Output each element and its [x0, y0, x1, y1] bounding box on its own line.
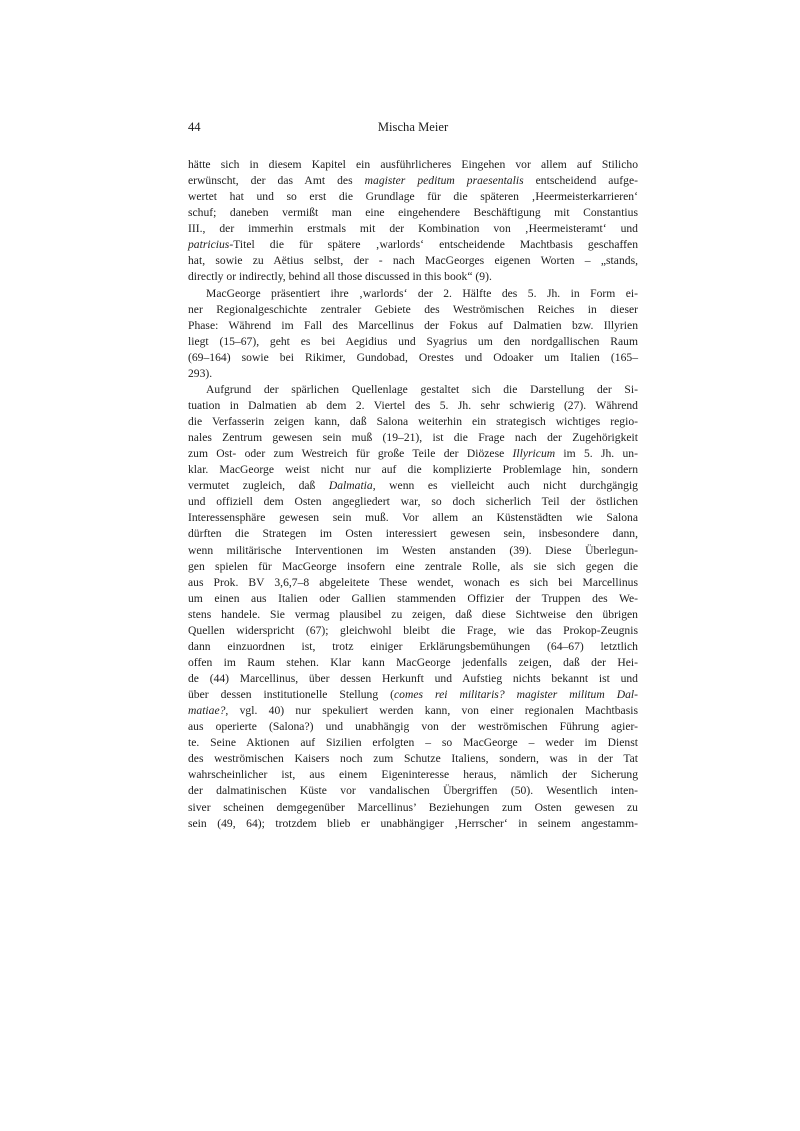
text-run: entscheidend aufge-	[523, 174, 638, 188]
text-run: um einen aus Italien oder Gallien stammenden Offizier der Truppen des We-	[188, 591, 638, 605]
text-line	[188, 703, 638, 719]
italic-text-run: patricius	[188, 238, 230, 252]
paragraph	[188, 157, 638, 286]
text-line	[188, 253, 638, 269]
text-line	[188, 719, 638, 735]
text-line	[188, 607, 638, 623]
text-run: te. Seine Aktionen auf Sizilien erfolgten – so MacGeorge – weder im Dienst	[188, 736, 638, 750]
italic-text-run: comes rei militaris? magister militum Dal-	[394, 688, 638, 702]
text-line	[188, 173, 638, 189]
page-number: 44	[188, 120, 201, 134]
text-run: Aufgrund der spärlichen Quellenlage gestaltet sich die Darstellung der Si-	[206, 382, 638, 396]
text-run: aus operierte (Salona?) und unabhängig von der weströmischen Führung agier-	[188, 720, 638, 734]
text-run: und offiziell dem Osten angegliedert war, so doch sicherlich Teil der östlichen	[188, 495, 638, 509]
text-line	[188, 494, 638, 510]
text-run: im 5. Jh. un-	[555, 447, 638, 461]
text-line	[188, 559, 638, 575]
text-line	[188, 237, 638, 253]
text-line	[188, 751, 638, 767]
text-run: wenn militärische Interventionen im Westen anstanden (39). Diese Überlegun-	[188, 543, 638, 557]
text-line	[188, 269, 638, 285]
text-line	[188, 350, 638, 366]
text-run: dürften die Strategen im Osten interessiert gewesen sein, insbesondere dann,	[188, 527, 638, 541]
text-line	[188, 446, 638, 462]
text-run: hätte sich in diesem Kapitel ein ausführlicheres Eingehen vor allem auf Stilicho	[188, 158, 638, 171]
running-head-title: Mischa Meier	[377, 120, 449, 134]
text-line	[188, 671, 638, 687]
text-run: wertet hat und so erst die Grundlage für die späteren ‚Heermeisterkarrieren‘	[188, 190, 638, 204]
text-line	[188, 543, 638, 559]
text-line	[188, 735, 638, 751]
text-run: nales Zentrum gewesen sein muß (19–21), ist die Frage nach der Zugehörigkeit	[188, 431, 638, 445]
text-run: (69–164) sowie bei Rikimer, Gundobad, Orestes und Odoaker um Italien (165–	[188, 350, 638, 364]
text-line	[188, 575, 638, 591]
text-run: directly or indirectly, behind all those discussed in this book“ (9).	[188, 270, 492, 284]
text-run: die Verfasserin zeigen kann, daß Salona weiterhin ein strategisch wichtiges regio-	[188, 415, 638, 428]
text-line	[188, 687, 638, 703]
text-line	[188, 591, 638, 607]
text-run: 293).	[188, 366, 213, 380]
text-line	[188, 767, 638, 783]
text-line	[188, 430, 638, 446]
text-line	[188, 334, 638, 350]
text-run: Phase: Während im Fall des Marcellinus der Fokus auf Dalmatien bzw. Illyrien	[188, 318, 638, 332]
text-line	[188, 623, 638, 639]
text-run: -Titel die für spätere ‚warlords‘ entscheidende Machtbasis geschaffen	[229, 238, 638, 252]
text-run: III., der immerhin erstmals mit der Kombination von ‚Heermeisteramt‘ und	[188, 222, 638, 236]
text-run: siver scheinen demgegenüber Marcellinus’ Beziehungen zum Osten gewesen zu	[188, 800, 638, 814]
italic-text-run: matiae?	[188, 704, 226, 718]
text-line	[188, 816, 638, 832]
text-run: über dessen institutionelle Stellung (	[188, 688, 394, 702]
text-run: sein (49, 64); trotzdem blieb er unabhängiger ‚Herrscher‘ in seinem angestamm-	[188, 816, 638, 830]
text-run: MacGeorge präsentiert ihre ‚warlords‘ der 2. Hälfte des 5. Jh. in Form ei-	[206, 286, 638, 300]
text-run: dann einzuordnen ist, trotz einiger Erklärungsbemühungen (64–67) letztlich	[188, 639, 638, 653]
text-line	[188, 414, 638, 430]
text-run: , vgl. 40) nur spekuliert werden kann, von einer regionalen Machtbasis	[225, 704, 638, 718]
text-run: offen im Raum stehen. Klar kann MacGeorge jedenfalls zeigen, daß der Hei-	[188, 655, 638, 669]
paragraph	[188, 382, 638, 832]
text-line	[188, 302, 638, 318]
text-line	[188, 526, 638, 542]
text-run: tuation in Dalmatien ab dem 2. Viertel des 5. Jh. sehr schwierig (27). Während	[188, 398, 638, 412]
italic-text-run: Illyricum	[512, 447, 556, 461]
page-body-text	[188, 157, 638, 832]
paragraph	[188, 286, 638, 382]
text-run: schuf; daneben vermißt man eine eingehendere Beschäftigung mit Constantius	[188, 206, 638, 220]
italic-text-run: Dalmatia	[328, 479, 373, 493]
text-run: Interessensphäre gewesen sein muß. Vor allem an Küstenstädten wie Salona	[188, 511, 638, 525]
text-run: liegt (15–67), geht es bei Aegidius und Syagrius um den nordgallischen Raum	[188, 334, 638, 348]
text-run: zum Ost- oder zum Westreich für große Teile der Diözese	[188, 447, 513, 461]
running-header	[188, 120, 638, 136]
text-line	[188, 639, 638, 655]
text-line	[188, 783, 638, 799]
text-run: Quellen widerspricht (67); gleichwohl bleibt die Frage, wie das Prokop-Zeugnis	[188, 623, 638, 637]
italic-text-run: magister peditum praesentalis	[364, 174, 524, 188]
text-line	[188, 462, 638, 478]
text-run: , wenn es vielleicht auch nicht durchgängig	[372, 479, 638, 493]
text-run: stens handele. Sie vermag plausibel zu zeigen, daß diese Sichtweise den übrigen	[188, 607, 638, 621]
text-line	[188, 157, 638, 173]
text-line	[188, 205, 638, 221]
text-line	[188, 655, 638, 671]
text-run: der dalmatinischen Küste vor vandalischen Übergriffen (50). Wesentlich inten-	[188, 784, 638, 798]
text-line	[188, 366, 638, 382]
text-run: ner Regionalgeschichte zentraler Gebiete des Weströmischen Reiches in dieser	[188, 302, 638, 316]
text-run: hat, sowie zu Aëtius selbst, der - nach MacGeorges eigenen Worten – „stands,	[188, 254, 638, 268]
text-line	[188, 398, 638, 414]
text-line	[188, 189, 638, 205]
text-run: vermutet zugleich, daß	[188, 479, 329, 493]
text-run: de (44) Marcellinus, über dessen Herkunft und Aufstieg nichts bekannt ist und	[188, 672, 638, 685]
text-run: des weströmischen Kaisers noch zum Schutze Italiens, sondern, was in der Tat	[188, 752, 638, 766]
text-run: erwünscht, der das Amt des	[188, 174, 365, 188]
text-run: klar. MacGeorge weist nicht nur auf die komplizierte Problemlage hin, sondern	[188, 463, 638, 477]
text-line	[188, 510, 638, 526]
text-line	[188, 286, 638, 302]
text-line	[188, 478, 638, 494]
text-run: gen spielen für MacGeorge insofern eine zentrale Rolle, als sie sich gegen die	[188, 559, 638, 573]
text-run: wahrscheinlicher ist, aus einem Eigeninteresse heraus, nämlich der Sicherung	[188, 768, 638, 782]
text-run: aus Prok. BV 3,6,7–8 abgeleitete These wendet, wonach es sich bei Marcellinus	[188, 575, 638, 589]
text-line	[188, 382, 638, 398]
text-line	[188, 221, 638, 237]
text-line	[188, 800, 638, 816]
text-line	[188, 318, 638, 334]
